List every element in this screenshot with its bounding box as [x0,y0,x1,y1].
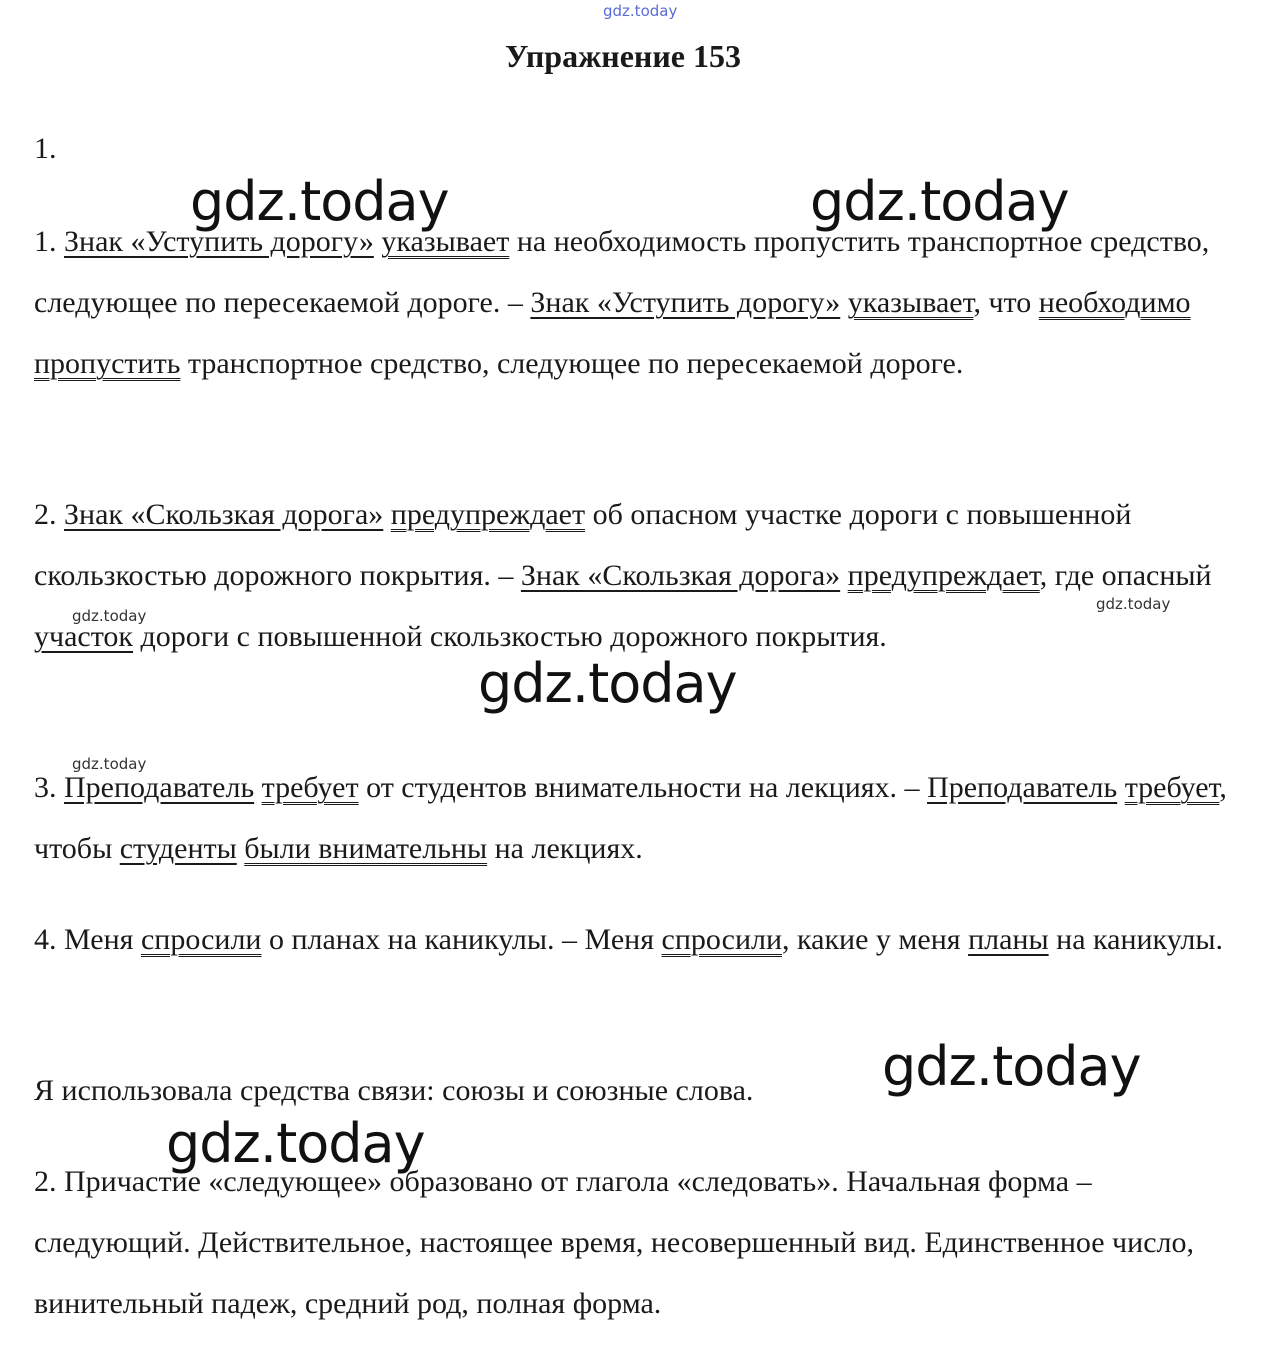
predicate-underlined: указывает [381,225,510,258]
text-fragment: на лекциях. [487,832,643,865]
subject-underlined: Знак «Скользкая дорога» [520,559,841,592]
predicate-underlined: спросили [661,923,783,956]
paragraph-2 [34,484,1234,667]
watermark-small: gdz.today [72,755,147,773]
text-fragment: о планах на каникулы. – Меня [261,923,662,956]
text-fragment: 3. [34,771,64,804]
predicate-underlined: предупреждает [847,559,1040,592]
predicate-underlined: указывает [847,286,974,319]
subject-underlined: Знак «Скользкая дорога» [64,498,384,531]
subject-underlined: Знак «Уступить дорогу» [64,225,374,258]
text-fragment: , что [973,286,1039,319]
predicate-underlined: были внимательны [244,832,488,865]
paragraph-1 [34,211,1234,394]
text-fragment: на необходимость пропустить транспортное средство, следующее по пересекаемой дороге. – [34,225,1210,319]
subject-underlined: Преподаватель [64,771,255,804]
subject-underlined: планы [968,923,1049,956]
section-number-1: 1. [34,132,57,165]
text-fragment: , какие у меня [782,923,969,956]
watermark: gdz.today [190,170,449,233]
text-fragment: 4. Меня [34,923,141,956]
predicate-underlined: предупреждает [390,498,586,531]
text-fragment: , чтобы [34,771,1227,865]
watermark-small: gdz.today [1096,595,1171,613]
text-fragment [840,559,848,592]
text-fragment: 2. [34,498,64,531]
paragraph-4 [34,909,1234,970]
text-fragment [383,498,391,531]
page-title: Упражнение 153 [504,38,741,74]
text-fragment: на каникулы. [1048,923,1224,956]
text-fragment: от студентов внимательности на лекциях. – [358,771,928,804]
text-fragment: транспортное средство, следующее по пересекаемой дороге. [180,347,964,380]
watermark: gdz.today [810,170,1069,233]
watermark: gdz.today [166,1112,425,1175]
predicate-underlined: требует [1124,771,1220,804]
text-fragment [840,286,848,319]
watermark-top: gdz.today [603,2,678,20]
paragraph-3 [34,757,1234,879]
text-fragment: , где опасный [1039,559,1212,592]
subject-underlined: студенты [119,832,237,865]
text-fragment: 1. [34,225,64,258]
text-fragment [254,771,262,804]
watermark: gdz.today [478,652,737,715]
subject-underlined: Знак «Уступить дорогу» [530,286,841,319]
paragraph-conclusion: Я использовала средства связи: союзы и союзные слова. [34,1074,754,1107]
text-fragment [1117,771,1125,804]
paragraph-task-2: 2. Причастие «следующее» образовано от глагола «следовать». Начальная форма – следующий. Действительное, настоящее время, несовершенный вид. Единственное число, винительный падеж, средний род, полная форма. [34,1165,1194,1320]
text-fragment: об опасном участке дороги с повышенной скользкостью дорожного покрытия. – [34,498,1132,592]
predicate-underlined: требует [261,771,359,804]
subject-underlined: участок [34,620,134,653]
predicate-underlined: необходимо пропустить [34,286,1191,380]
subject-underlined: Преподаватель [927,771,1118,804]
watermark-small: gdz.today [72,607,147,625]
watermark: gdz.today [882,1035,1141,1098]
text-fragment: дороги с повышенной скользкостью дорожного покрытия. [133,620,887,653]
predicate-underlined: спросили [140,923,262,956]
